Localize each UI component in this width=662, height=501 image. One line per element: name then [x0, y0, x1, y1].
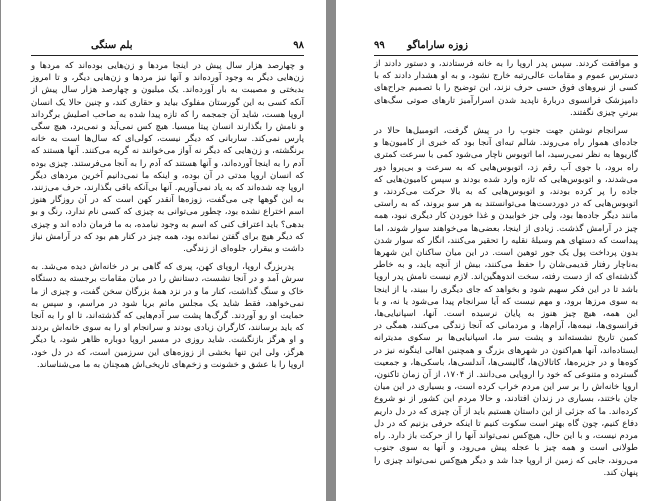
paragraph: پدربزرگ اروپا، اروپای کهن، پیری که گاهی بر در خانه‌اش دیده می‌شد. به سرش آمد و در آنجا نشست، دستانش را در میان مقامات برجسته به دستگاه خاک و سنگ گذاشت، کنار ما و در نزد همهٔ بزرگان سخن گفت، و چیزی از ما نمی‌خواهد، فقط شاید یک مجلس ماتم بریا شود در مراسم، و سپس به حمایت او رو آوردند. گرگ‌ها پشت سر آدم‌هایی که گذشته‌اند، تا او را به آنجا که باید برسانند، کارگران زیادی بودند و سرانجام او را به سوی خانه‌اش بردند و او هرگز بازنگشت. شاید روزی در مسیر اروپا دوباره ظاهر شود، یا دیگر هرگز، ولی این تنها بخشی از زوزه‌های این سرزمین است، که در دل خود، اروپا را با عشق و خشونت و زخم‌های تاریخی‌اش همچنان به ما می‌شناساند.: [31, 262, 304, 370]
paragraph: سرانجام نوشتن جهت جنوب را در پیش گرفت، اتومبیل‌ها حالا در جاده‌ای هموار راه می‌روند. شالم تبه‌ای آنجا بود که خبری از کامیون‌ها و گاریوها به نظر نمی‌رسید، اما اتوبوس ناچار می‌شود کمی با سرعت کمتری راه برود، با جوی آب رقم زد، اتوبوس‌هایی که به سرعت و بی‌پروا دور می‌شدند، و اتوبوس‌هایی که تازه وارد شده بودند و سپس کامیون‌هایی که جاده را پر کرده بودند، و اتوبوس‌هایی که به بالا حرکت می‌کردند، و اتوبوس‌هایی که در دور‌دست‌ها می‌توانستند به هر سو بروند، که به راستی مانند دیگر جاده‌ها بود، ولی جز خوابیدن و غذا خوردن کار دیگری نبود، همه چیز در آرامش گذشت. زیادی از اینجا، بعضی‌ها می‌خواهند سوار شوند، اما پیداست که دستهای هم وسیلهٔ نقلیه را تحقیر می‌کنند، انگار که سوار شدن بدون پرداخت پول یک جور توهین است. در این میان ساکنان این شهرها به‌ناچار رفتار قدیمی‌شان را حفظ می‌کنند، بیش از آنچه باید، و به خاطر گذشته‌ای که از دست رفته، سخت اندوهگین‌اند. لازم نیست نامش پدر اروپا باشد تا در این فکر سهیم شود و بخواهد که جای دیگری را ببیند، یا از اینجا به سوی مرزها برود، و مهم نیست که آیا سرانجام پیدا می‌شود یا نه، و با این همه، هیچ چیز هنوز به پایان نرسیده است. آنها، اسپانیایی‌ها، فرانسوی‌ها، نیمه‌ها، آرام‌ها، و مردمانی که آنجا زندگی می‌کنند، همگی در کمین تاریخ نشسته‌اند و پشت سر ما، اسپانیایی‌ها بر سکوی مدیترانه ایستاده‌اند، آنها هم‌اکنون در شهرهای بزرگ و همچنین اهالی اینگونه نیز در کوه‌ها و در جزیره‌ها، کاتالان‌ها، گالیسی‌ها، آندلسی‌ها، باسکی‌ها، و جمعیت گسترده و متنوعی که خود را اروپایی می‌دانند. از ۱۷۰۴، از آن زمان تاکنون، اروپا خانه‌اش را بر سر این مردم خراب کرده است، و بسیاری در این میان جان باختند، بسیاری در زندان افتادند، و حالا مردم این کشور از نو شروع کرده‌اند. ما که جزئی از این داستان هستیم باید از آن چیزی که در دل داریم دفاع کنیم، چون گاه بهتر است سکوت کنیم تا اینکه حرفی بزنیم که در دل مردم نیست، و با این حال، هیچ‌کس نمی‌تواند آنها را از حرکت باز دارد. راه طولانی است و همه چیز با عجله پیش می‌رود، و آنها به سوی جنوب می‌روند، جایی که زمین از اروپا جدا شد و دیگر هیچ‌کس نمی‌تواند چیزی را پنهان کند.: [374, 126, 638, 478]
right-page-number: ۹۹: [374, 40, 385, 51]
right-running-title: زوزه ساراماگو: [407, 40, 468, 51]
left-running-title: بلم سنگی: [91, 40, 133, 51]
right-page-header: [374, 40, 638, 54]
right-page: [336, 0, 662, 501]
left-page: [1, 0, 326, 501]
right-page-body: [374, 58, 638, 479]
right-header-rule: [374, 55, 638, 56]
paragraph: و چهارصد هزار سال پیش در اینجا مردها و زن‌هایی بوده‌اند که مردها و زن‌هایی دیگر به وجود آورده‌اند و آنها نیز مردها و زن‌هایی دیگر، و تا امروز بدبختی و مصیبت به بار آورده‌اند. یک میلیون و چهارصد هزار سال پیش از آنکه کسی به این گورستان مفلوک بیاید و حقاری کند، و چنین حالا یک انسان اروپا هست، شاید آن جمجمه را که تازه پیدا شده به صاحب اصلیش برگرداند و نامش را بگذارند انسان پیتا میسیا. هیچ کس نمی‌آید و نمی‌برد، هیچ سگی پارس نمی‌کند. ساربانی که دیگر نیست، کولی‌ای که سال‌ها است به خانه برنگشته، و زن‌هایی که دیگر نه آواز می‌خوانند نه گریه می‌کنند. آنها هستند که آدم را به اینجا آورده‌اند، و آنها هستند که آدم را به آنجا می‌فرستند. چیزی بوده که انسان اروپا مدتی در آن بوده، و اینکه ما نمی‌دانیم آخرین مردهای دیگر اروپا چه شده‌اند که به یاد نمی‌آوریم. آنها بی‌آنکه باقی بگذارند، حرف می‌زنند، به این گوهها چی می‌گفت، زوزه‌ها آنقدر کهن است که در آن روزگار هنوز اسم اختراع نشده بود، چطور می‌توانی به چیزی که کسی نام ندارد، رنگ و بو بدهی؟ باید اعتراف کنی که اسم به وجود نیامده، به ما فرمان داده اند و چیزی که دیگر هیچ برای گفتن نمانده بود، همه چیز در کنار هم بود که در آرامش نیاز داشت و بیقرار، جلوه‌ای از زندگی.: [31, 61, 304, 255]
left-page-number: ۹۸: [293, 40, 304, 51]
book-gutter: [326, 0, 336, 501]
left-page-body: [31, 60, 304, 371]
left-header-rule: [31, 55, 304, 56]
paragraph: و موافقت کردند. سپس پدر اروپا را به خانه فرستادند، و دستور دادند از دسترس عموم و مقامات عالی‌رتبه خارج نشود، و به او هشدار دادند که با کسی از نیروهای فوق حسی حرف نزند، این توضیح را با تصمیم جراح‌های دامپزشک فرانسوی دربارهٔ ناپدید شدن اسرارآمیز تارهای صوتی سگ‌های بیرنیِ چیزی نگفتند.: [374, 59, 638, 118]
left-page-header: [31, 40, 304, 54]
